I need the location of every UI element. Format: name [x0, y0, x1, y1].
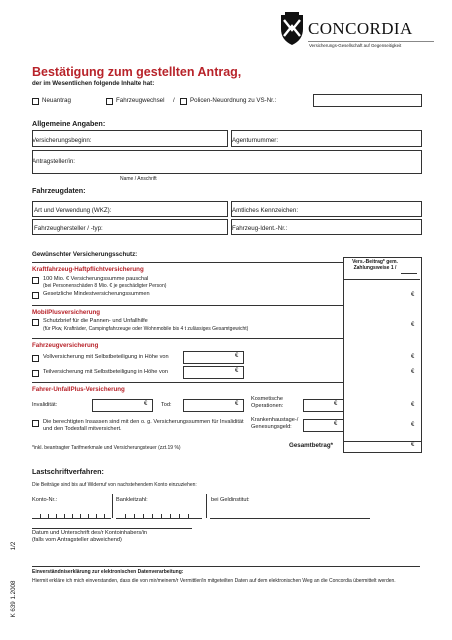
kosmetisch-label: Kosmetische Operationen: [251, 396, 284, 409]
side-page-number: 1/2 [10, 541, 17, 551]
kh-option1-checkbox[interactable] [32, 277, 39, 284]
invaliditaet-euro: € [144, 401, 148, 407]
fu-euro-sign-2: € [411, 422, 415, 428]
fv-heading: Fahrzeugversicherung [32, 342, 99, 349]
kosmetisch-field[interactable] [303, 399, 344, 412]
kh-option1-label: 100 Mio. € Versicherungssumme pauschal [43, 276, 149, 282]
invaliditaet-label: Invalidität: [32, 402, 58, 408]
mobil-checkbox[interactable] [32, 319, 39, 326]
unterschrift-field[interactable] [32, 528, 192, 529]
policen-label: Policen-Neuordnung zu VS-Nr.: [190, 97, 277, 104]
kh-option2-checkbox[interactable] [32, 292, 39, 299]
kh-option1-note: (bei Personenschäden 8 Mio. € je geschädigter Person) [43, 283, 167, 289]
ident-label: Fahrzeug-Ident.-Nr.: [232, 225, 288, 232]
unterschrift-label2: (falls vom Antragsteller abweichend) [32, 537, 122, 543]
lastschrift-intro: Die Beiträge sind bis auf Widerruf von nachstehendem Konto einzuziehen: [32, 482, 197, 488]
fu-heading: Fahrer-UnfallPlus-Versicherung [32, 386, 125, 393]
agentur-field[interactable] [231, 130, 422, 147]
konto-label: Konto-Nr.: [32, 497, 58, 503]
tod-label: Tod: [161, 402, 172, 408]
kh-option2-label: Gesetzliche Mindestversicherungssummen [43, 291, 150, 297]
institut-label: bei Geldinstitut: [211, 497, 250, 503]
page-title: Bestätigung zum gestellten Antrag, [32, 65, 242, 79]
fv-voll-sb-euro: € [235, 353, 239, 359]
krankenhaus-euro: € [334, 421, 338, 427]
fv-teil-label: Teilversicherung mit Selbstbeteiligung in Höhe von [43, 369, 168, 375]
datenschutz-text: Hiermit erkläre ich mich einverstanden, dass die von mir/meinem/r Vermittler/in mitgeteilten Daten auf dem elektronischen Weg an die Concordia übermittelt werden. [32, 578, 396, 584]
kosmetisch-euro: € [334, 401, 338, 407]
antragsteller-field[interactable] [32, 150, 422, 174]
hersteller-label: Fahrzeughersteller / -typ: [34, 225, 103, 232]
fv-voll-label: Vollversicherung mit Selbstbeteiligung in Höhe von [43, 354, 169, 360]
name-anschrift-hint: Name / Anschrift [120, 176, 157, 182]
fahrzeugwechsel-checkbox[interactable] [106, 98, 113, 105]
krankenhaus-field[interactable] [303, 419, 344, 432]
mobil-heading: MobilPlusversicherung [32, 309, 101, 316]
agentur-label: Agenturnummer: [232, 137, 279, 144]
policen-checkbox[interactable] [180, 98, 187, 105]
gesamt-euro: € [411, 442, 415, 448]
datenschutz-heading: Einverständniserklärung zur elektronischen Datenverarbeitung: [32, 569, 184, 575]
art-label: Art und Verwendung (WKZ): [34, 207, 112, 214]
fv-teil-checkbox[interactable] [32, 370, 39, 377]
kh-heading: Kraftfahrzeug-Haftpflichtversicherung [32, 266, 144, 273]
concordia-logo [280, 12, 440, 54]
neuantrag-label: Neuantrag [42, 97, 71, 104]
insassen-checkbox[interactable] [32, 420, 39, 427]
fv-voll-euro-sign: € [411, 354, 415, 360]
beginn-label: Versicherungsbeginn: [32, 137, 92, 144]
mobil-label: Schutzbrief für die Pannen- und Unfallhilfe [43, 318, 148, 324]
blz-field[interactable] [116, 518, 202, 519]
tod-euro: € [235, 401, 239, 407]
mobil-note: (für Pkw, Krafträder, Campingfahrzeuge oder Wohnmobile bis 4 t zulässiges Gesamtgewicht) [43, 326, 249, 332]
fv-teil-sb-euro: € [235, 368, 239, 374]
antragsteller-label: Antragsteller/in: [32, 158, 75, 165]
footnote: *inkl. beantragter Tarifmerkmale und Versicherungsteuer (zzt.19 %) [32, 445, 181, 451]
fv-teil-euro-sign: € [411, 369, 415, 375]
gesamt-label: Gesamtbetrag* [289, 442, 334, 449]
options-separator: / [173, 97, 175, 104]
konto-field[interactable] [32, 518, 111, 519]
institut-field[interactable] [210, 518, 370, 519]
fahrzeugwechsel-label: Fahrzeugwechsel [116, 97, 165, 104]
mobil-euro-sign: € [411, 322, 415, 328]
kennzeichen-label: Amtliches Kennzeichen: [232, 207, 299, 214]
beitrag-header: Vers.-Beitrag* gem. Zahlungsweise 1 / [352, 259, 398, 271]
schutz-heading: Gewünschter Versicherungsschutz: [32, 251, 138, 258]
neuantrag-checkbox[interactable] [32, 98, 39, 105]
kh-euro-sign: € [411, 292, 415, 298]
blz-label: Bankleitzahl: [116, 497, 148, 503]
krankenhaus-label: Krankenhaustage-/ Genesungsgeld: [251, 417, 299, 430]
fv-voll-checkbox[interactable] [32, 355, 39, 362]
shield-icon [280, 12, 304, 46]
beitrag-column [343, 257, 422, 443]
logo-wordmark: CONCORDIA [308, 19, 413, 38]
side-form-number: K 639 1.2008 [10, 580, 17, 618]
unterschrift-label: Datum und Unterschrift des/r Kontoinhabers/in [32, 530, 148, 536]
fu-euro-sign-1: € [411, 402, 415, 408]
beginn-field[interactable] [32, 130, 228, 147]
fahrzeug-heading: Fahrzeugdaten: [32, 186, 86, 195]
vs-nr-field[interactable] [313, 94, 422, 107]
logo-tagline: Versicherungs-Gesellschaft auf Gegenseitigkeit [309, 43, 402, 48]
insassen-label: Die berechtigten Insassen sind mit den o. g. Versicherungssummen für Invalidität und den Todesfall mitversichert. [43, 419, 244, 432]
allgemein-heading: Allgemeine Angaben: [32, 119, 106, 128]
page-subtitle: der im Wesentlichen folgende Inhalte hat: [32, 80, 155, 87]
lastschrift-heading: Lastschriftverfahren: [32, 467, 104, 476]
